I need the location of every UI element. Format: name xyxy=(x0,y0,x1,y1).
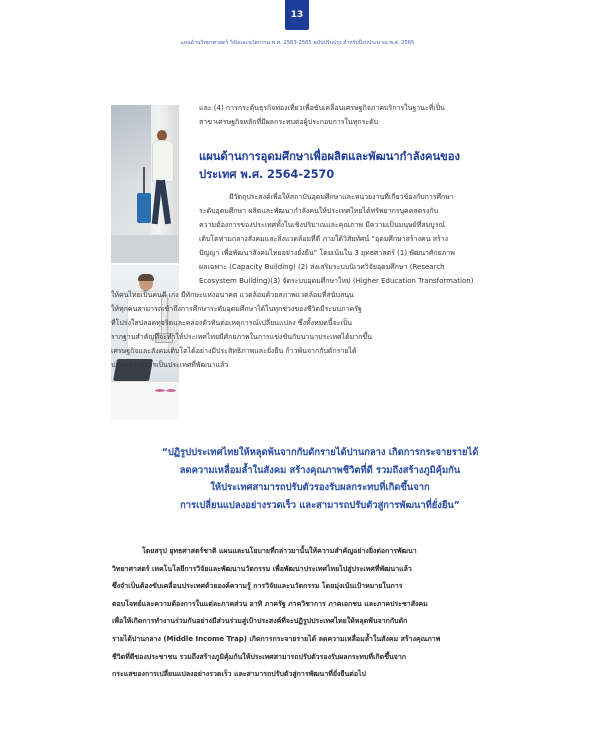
traveler-photo xyxy=(111,105,179,263)
section-title: แผนด้านการอุดมศึกษาเพื่อผลิตและพัฒนากำลังคนของ ประเทศ พ.ศ. 2564-2570 xyxy=(199,150,460,181)
suitcase-handle xyxy=(143,167,145,195)
body-paragraph: มีวัตถุประสงค์เพื่อให้สถาบันอุดมศึกษาและหน่วยงานที่เกี่ยวข้องกับการศึกษา ระดับอุดมศึกษา ผลิตและพัฒนากำลังคนให้ประเทศไทยได้ทรัพยากรบุคคลตรงกับ ความต้องการของประเทศทั้งในเชิงปริมาณและคุณภาพ มีความเป็นมนุษย์ที่สมบูรณ์ เติบโตท่ามกลางสังคมและสิ่งแวดล้อมที่ดี ภายใต้วิสัยทัศน์ “อุดมศึกษาสร้างคน สร้าง ปัญญา เพื่อพัฒนาสังคมไทยอย่างยั่งยืน” โดยเน้นใน 3 ยุทธศาสตร์ (1) พัฒนาศักยภาพ ผลเฉพาะ (Capacity Building) (2) ส่งเสริมระบบนิเวศวิจัยอุดมศึกษา (Research Ecosystem Building)(3) จัดระบบอุดมศึกษาใหม่ (Higher Education Transformation) ให้คนไทยเป็นคนดี เก่ง มีทักษะแห่งอนาคต แวดล้อมด้วยสภาพแวดล้อมที่สนับสนุน ให้ทุกคนสามารถเข้าถึงการศึกษาระดับอุดมศึกษาได้ในทุกช่วงของชีวิตมีระบบภาครัฐ ที่โปร่งใสปลอดทุจริตและคล่องตัวทันต่อเหตุการณ์เปลี่ยนแปลง ซึ่งทั้งหมดนี้จะเป็น รากฐานสำคัญที่จะทำให้ประเทศไทยมีศักยภาพในการแข่งขันกับนานาประเทศได้มากขึ้น เศรษฐกิจและสังคมเติบโตได้อย่างมีประสิทธิภาพและยั่งยืน ก้าวพ้นจากกับดักรายได้ ปานกลางสู่การเป็นประเทศที่พัฒนาแล้ว xyxy=(111,193,474,369)
petri-dish xyxy=(166,389,176,392)
traveler-figure xyxy=(148,130,174,225)
intro-paragraph: และ (4) การกระตุ้นธุรกิจท่องเที่ยวเพื่อขับเคลื่อนเศรษฐกิจภาคบริการในฐานะที่เป็น สาขาเศรษฐกิจหลักที่มีผลกระทบต่อผู้ประกอบการในทุกระดับ xyxy=(199,104,445,126)
lab-desk xyxy=(111,381,179,420)
page-number: 13 xyxy=(285,0,309,30)
floor xyxy=(111,235,179,263)
petri-dish xyxy=(155,389,165,392)
summary-paragraph: โดยสรุป ยุทธศาสตร์ชาติ แผนและนโยบายที่กล่าวมานั้นให้ความสำคัญอย่างยิ่งต่อการพัฒนา วิทยาศาสตร์ เทคโนโลยีการวิจัยและพัฒนานวัตกรรม เพื่อพัฒนาประเทศไทยไปสู่ประเทศที่พัฒนาแล้ว ซึ่งจำเป็นต้องขับเคลื่อนประเทศด้วยองค์ความรู้ การวิจัยและนวัตกรรม โดยมุ่งเน้นเป้าหมายในการ ตอบโจทย์และความต้องการในแต่ละภาคส่วน อาทิ ภาครัฐ ภาควิชาการ ภาคเอกชน และภาคประชาสังคม เพื่อให้เกิดการทำงานร่วมกันอย่างมีส่วนร่วมสู่เป้าประสงค์ที่จะปฏิรูปประเทศไทยให้หลุดพ้นจากกับดัก รายได้ปานกลาง (Middle Income Trap) เกิดการกระจายรายได้ ลดความเหลื่อมล้ำในสังคม สร้างคุณภาพ ชีวิตที่ดีของประชาชน รวมถึงสร้างภูมิคุ้มกันให้ประเทศสามารถปรับตัวรองรับผลกระทบที่เกิดขึ้นจาก กระแสของการเปลี่ยนแปลงอย่างรวดเร็ว และสามารถปรับตัวสู่การพัฒนาที่ยั่งยืนต่อไป xyxy=(112,547,441,679)
running-header: แผนด้านวิทยาศาสตร์ วิจัยและนวัตกรรม พ.ศ. 2563-2565 ฉบับปรับปรุง สำหรับปีงบประมาณ พ.ศ. 2565 xyxy=(180,40,415,46)
pull-quote: “ปฏิรูปประเทศไทยให้หลุดพ้นจากกับดักรายได้ปานกลาง เกิดการกระจายรายได้ ลดความเหลื่อมล้ำในสังคม สร้างคุณภาพชีวิตที่ดี รวมถึงสร้างภูมิคุ้มกัน ให้ประเทศสามารถปรับตัวรองรับผลกระทบที่เกิดขึ้นจาก การเปลี่ยนแปลงอย่างรวดเร็ว และสามารถปรับตัวสู่การพัฒนาที่ยั่งยืน” xyxy=(161,447,479,511)
suitcase xyxy=(137,193,151,223)
